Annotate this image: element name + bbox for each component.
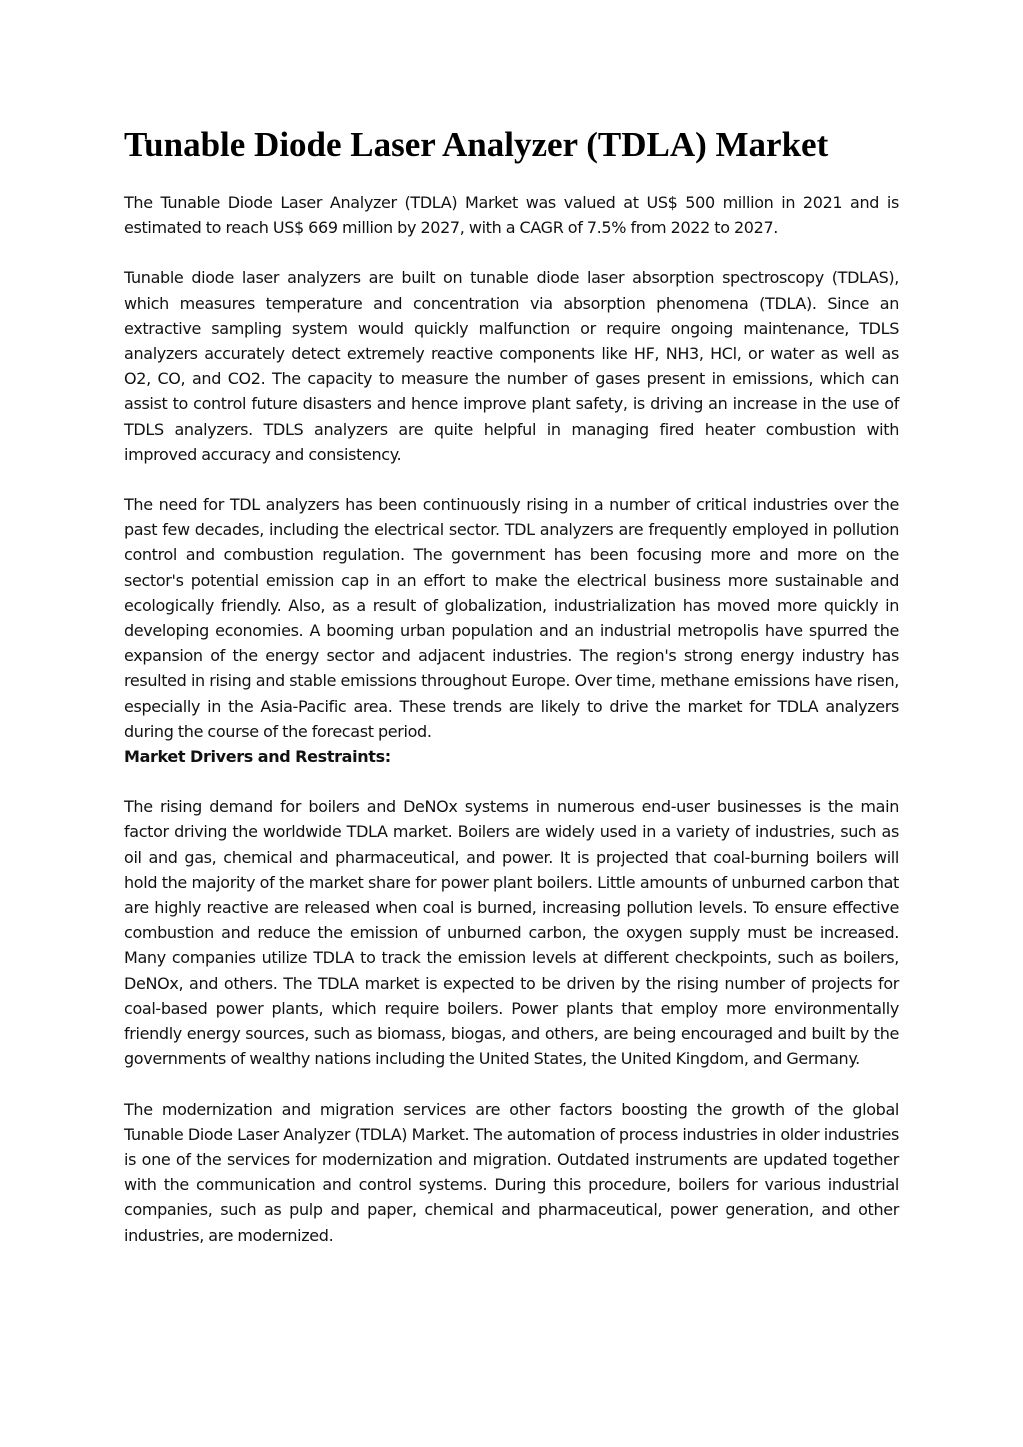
paragraph-tdla-technology: Tunable diode laser analyzers are built on tunable diode laser absorption spectroscopy (TDLAS), which measures temperature and concentration via absorption phenomena (TDLA). Since an extractive sampling system would quickly malfunction or require ongoing maintenance, TDLS analyzers accurately detect extremely reactive components like HF, NH3, HCl, or water as well as O2, CO, and CO2. The capacity to measure the number of gases present in emissions, which can assist to control future disasters and hence improve plant safety, is driving an increase in the use of TDLS analyzers. TDLS analyzers are quite helpful in managing fired heater combustion with improved accuracy and consistency.	[124, 268, 899, 464]
paragraph-market-valuation: The Tunable Diode Laser Analyzer (TDLA) Market was valued at US$ 500 million in 2021 and is estimated to reach US$ 669 million by 2027, with a CAGR of 7.5% from 2022 to 2027.	[124, 193, 899, 238]
paragraph-boiler-demand: The rising demand for boilers and DeNOx systems in numerous end-user businesses is the main factor driving the worldwide TDLA market. Boilers are widely used in a variety of industries, such as oil and gas, chemical and pharmaceutical, and power. It is projected that coal-burning boilers will hold the majority of the market share for power plant boilers. Little amounts of unburned carbon that are highly reactive are released when coal is burned, increasing pollution levels. To ensure effective combustion and reduce the emission of unburned carbon, the oxygen supply must be increased. Many companies utilize TDLA to track the emission levels at different checkpoints, such as boilers, DeNOx, and others. The TDLA market is expected to be driven by the rising number of projects for coal-based power plants, which require boilers. Power plants that employ more environmentally friendly energy sources, such as biomass, biogas, and others, are being encouraged and built by the governments of wealthy nations including the United States, the United Kingdom, and Germany.	[124, 797, 899, 1069]
document-page	[124, 124, 899, 1273]
document-title: Tunable Diode Laser Analyzer (TDLA) Market	[124, 125, 829, 164]
paragraph-modernization: The modernization and migration services are other factors boosting the growth of the global Tunable Diode Laser Analyzer (TDLA) Market. The automation of process industries in older industries is one of the services for modernization and migration. Outdated instruments are updated together with the communication and control systems. During this procedure, boilers for various industrial companies, such as pulp and paper, chemical and pharmaceutical, power generation, and other industries, are modernized.	[124, 1099, 899, 1245]
paragraph-tdl-demand: The need for TDL analyzers has been continuously rising in a number of critical industries over the past few decades, including the electrical sector. TDL analyzers are frequently employed in pollution control and combustion regulation. The government has been focusing more and more on the sector's potential emission cap in an effort to make the electrical business more sustainable and ecologically friendly. Also, as a result of globalization, industrialization has moved more quickly in developing economies. A booming urban population and an industrial metropolis have spurred the expansion of the energy sector and adjacent industries. The region's strong energy industry has resulted in rising and stable emissions throughout Europe. Over time, methane emissions have risen, especially in the Asia-Pacific area. These trends are likely to drive the market for TDLA analyzers during the course of the forecast period.	[124, 495, 899, 741]
paragraph-group-tdl-demand	[124, 492, 899, 769]
section-heading-drivers-restraints: Market Drivers and Restraints:	[124, 747, 391, 767]
